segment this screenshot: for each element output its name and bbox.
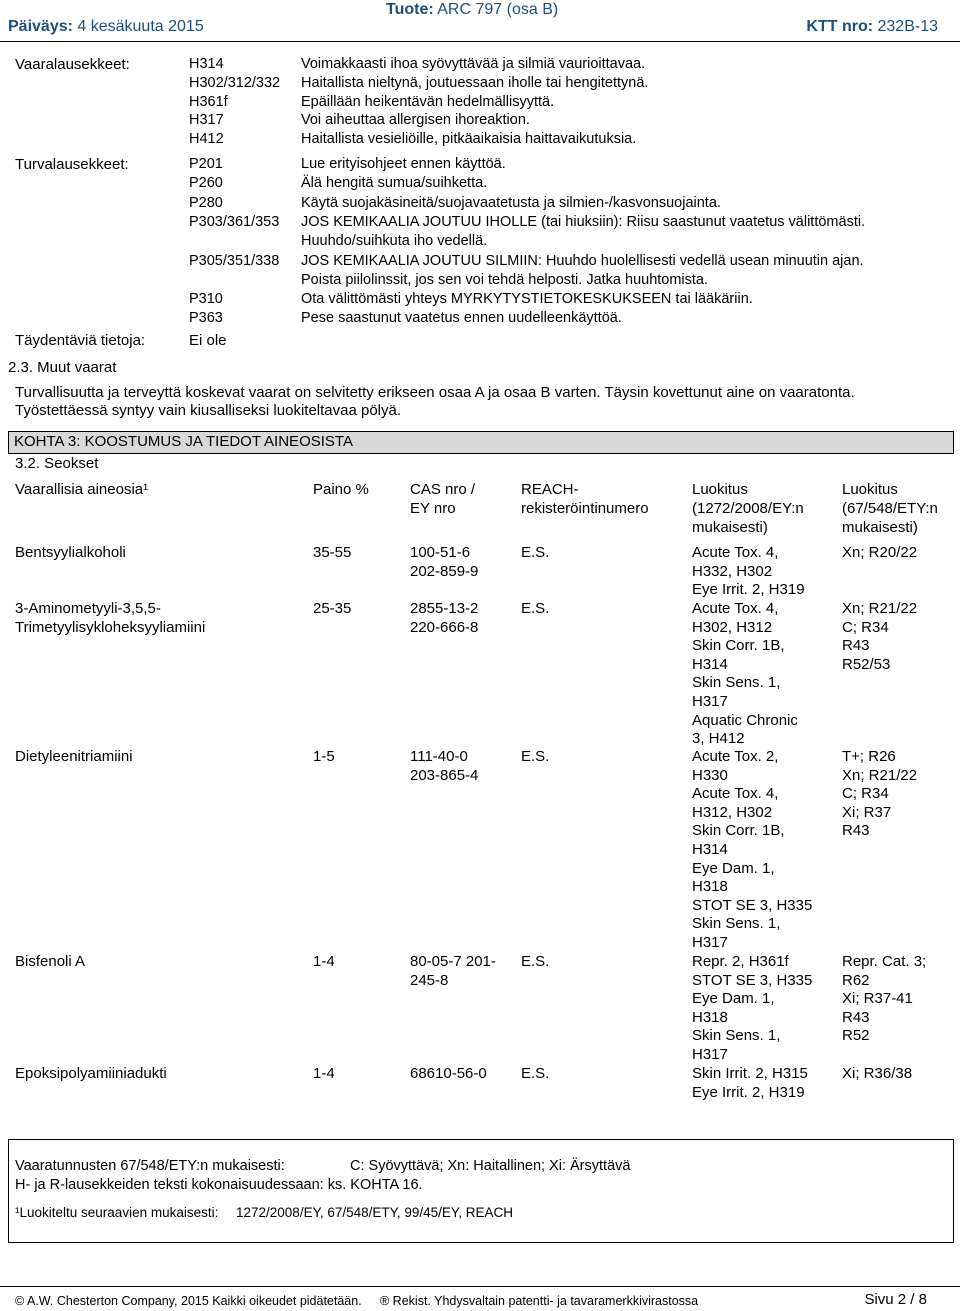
col-header-cas-line: CAS nro / <box>410 481 476 498</box>
cell-name-line: 3-Aminometyyli-3,5,5- <box>15 600 161 617</box>
ktt-line <box>806 18 938 36</box>
cell-reach: E.S. <box>521 748 550 765</box>
cell-dsd <box>842 748 917 841</box>
cell-weight: 25-35 <box>313 600 352 617</box>
cell-clp-line: Eye Irrit. 2, H319 <box>692 581 805 599</box>
cell-dsd-line: Repr. Cat. 3; <box>842 953 927 970</box>
cell-dsd-line: Xi; R37-41 <box>842 990 913 1008</box>
col-header-dsd-line: Luokitus <box>842 481 898 498</box>
precaution-text: Poista piilolinssit, jos sen voi tehdä helposti. Jatka huuhtomista. <box>301 271 709 288</box>
cell-dsd-line: R43 <box>842 822 870 840</box>
date-value: 4 kesäkuuta 2015 <box>77 18 204 35</box>
cell-clp <box>692 748 812 953</box>
hazard-text: Haitallista nieltynä, joutuessaan iholle tai hengitettynä. <box>301 74 649 91</box>
cell-cas <box>410 953 496 990</box>
precaution-code: P303/361/353 <box>189 213 280 230</box>
cell-dsd-line: Xn; R20/22 <box>842 544 918 561</box>
cell-name <box>15 544 126 563</box>
cell-dsd <box>842 600 917 674</box>
col-header-clp-line: mukaisesti) <box>692 518 768 536</box>
precaution-code: P310 <box>189 291 223 308</box>
cell-clp-line: H318 <box>692 878 728 896</box>
hazard-label: Vaaralausekkeet: <box>15 56 130 73</box>
symbols-label: Vaaratunnusten 67/548/ETY:n mukaisesti: <box>15 1158 285 1174</box>
cell-clp-line: Acute Tox. 4, <box>692 785 779 803</box>
precaution-text: JOS KEMIKAALIA JOUTUU SILMIIN: Huuhdo huolellisesti vedellä usean minuutin ajan. <box>301 252 864 269</box>
col-header-dsd-line: (67/548/ETY:n <box>842 499 938 517</box>
cell-reach: E.S. <box>521 1065 550 1082</box>
hazard-text: Epäillään heikentävän hedelmällisyyttä. <box>301 93 555 110</box>
cell-cas <box>410 1065 487 1084</box>
cell-cas-line: 245-8 <box>410 971 449 989</box>
precaution-text: Älä hengitä sumua/suihketta. <box>301 175 488 192</box>
cell-dsd <box>842 544 917 563</box>
date-line <box>8 18 204 36</box>
cell-cas-line: 100-51-6 <box>410 544 471 561</box>
cell-dsd-line: Xi; R37 <box>842 803 892 821</box>
col-header-cas <box>410 481 475 519</box>
cell-dsd-line: C; R34 <box>842 618 889 636</box>
precaution-text: JOS KEMIKAALIA JOUTUU IHOLLE (tai hiuksiin): Riisu saastunut vaatetus välittömästi. <box>301 213 866 230</box>
col-header-name: Vaarallisia aineosia¹ <box>15 481 149 498</box>
cell-clp-line: Eye Irrit. 2, H319 <box>692 1083 805 1101</box>
col-header-dsd-line: mukaisesti) <box>842 518 918 536</box>
cell-dsd <box>842 953 926 1046</box>
precaution-label: Turvalausekkeet: <box>15 156 129 173</box>
cell-name <box>15 953 85 972</box>
cell-clp-line: Skin Sens. 1, <box>692 1027 781 1045</box>
col-header-dsd <box>842 481 938 537</box>
other-hazards-line1: Turvallisuutta ja terveyttä koskevat vaarat on selvitetty erikseen osaa A ja osaa B varten. Täysin kovettunut aine on vaaratonta. <box>15 384 855 401</box>
cell-dsd-line: Xi; R36/38 <box>842 1065 913 1082</box>
cell-clp-line: H330 <box>692 766 728 784</box>
cell-name <box>15 600 205 637</box>
cell-name-line: Epoksipolyamiiniadukti <box>15 1065 167 1082</box>
cell-cas-line: 111-40-0 <box>410 748 468 765</box>
cell-clp-line: H317 <box>692 1045 728 1063</box>
col-header-clp-line: (1272/2008/EY:n <box>692 499 804 517</box>
cell-dsd-line: C; R34 <box>842 785 889 803</box>
precaution-code: P201 <box>189 156 223 172</box>
cell-weight: 35-55 <box>313 544 352 561</box>
cell-weight: 1-5 <box>313 748 335 765</box>
precaution-code: P260 <box>189 175 223 192</box>
hazard-code: H314 <box>189 56 224 72</box>
hazard-text: Haitallista vesieliöille, pitkäaikaisia haittavaikutuksia. <box>301 131 637 148</box>
cell-cas-line: 202-859-9 <box>410 562 479 580</box>
col-header-weight: Paino % <box>313 481 369 498</box>
precaution-text: Pese saastunut vaatetus ennen uudelleenkäyttöä. <box>301 310 622 327</box>
cell-reach: E.S. <box>521 953 550 970</box>
other-hazards-heading: 2.3. Muut vaarat <box>8 359 117 376</box>
precaution-code: P280 <box>189 194 223 211</box>
cell-clp-line: STOT SE 3, H335 <box>692 896 813 914</box>
cell-clp-line: STOT SE 3, H335 <box>692 971 813 989</box>
cell-clp-line: 3, H412 <box>692 730 745 748</box>
section3-subtitle: 3.2. Seokset <box>15 455 99 472</box>
cell-clp <box>692 1065 808 1102</box>
notes-box <box>8 1139 954 1243</box>
precaution-text: Käytä suojakäsineitä/suojavaatetusta ja silmien-/kasvonsuojainta. <box>301 194 721 211</box>
cell-cas-line: 80-05-7 201- <box>410 953 496 970</box>
product-label: Tuote: <box>386 1 434 18</box>
cell-dsd-line: R52/53 <box>842 655 891 673</box>
cell-cas <box>410 544 478 581</box>
cell-clp-line: Acute Tox. 4, <box>692 544 779 561</box>
cell-clp-line: Skin Irrit. 2, H315 <box>692 1065 808 1082</box>
other-hazards-line2: Työstettäessä syntyy vain kiusalliseksi luokiteltavaa pölyä. <box>15 402 402 419</box>
col-header-reach-line: REACH- <box>521 481 579 498</box>
cell-name-line: Trimetyylisykloheksyyliamiini <box>15 618 206 636</box>
section3-bar <box>8 431 954 454</box>
cell-clp-line: H302, H312 <box>692 618 773 636</box>
cell-clp-line: H314 <box>692 840 728 858</box>
cell-clp <box>692 600 798 749</box>
cell-clp-line: H317 <box>692 933 728 951</box>
cell-clp-line: H332, H302 <box>692 562 773 580</box>
date-label: Päiväys: <box>8 18 73 35</box>
cell-name <box>15 1065 167 1084</box>
footer-page: Sivu 2 / 8 <box>864 1291 927 1308</box>
section3-title: KOHTA 3: KOOSTUMUS JA TIEDOT AINEOSISTA <box>14 433 353 450</box>
symbols-value: C: Syövyttävä; Xn: Haitallinen; Xi: Ärsyttävä <box>350 1158 631 1174</box>
cell-weight: 1-4 <box>313 1065 335 1082</box>
hazard-code: H302/312/332 <box>189 74 281 91</box>
supplementary-label: Täydentäviä tietoja: <box>15 332 146 349</box>
cell-clp <box>692 953 812 1065</box>
cell-reach: E.S. <box>521 544 550 561</box>
col-header-clp-line: Luokitus <box>692 481 748 498</box>
hazard-code: H361f <box>189 93 228 110</box>
footer-divider <box>0 1286 960 1287</box>
col-header-reach-line: rekisteröintinumero <box>521 499 649 517</box>
col-header-cas-line: EY nro <box>410 499 456 517</box>
cell-name-line: Dietyleenitriamiini <box>15 748 133 765</box>
cell-clp-line: Skin Corr. 1B, <box>692 822 785 840</box>
cell-cas-line: 220-666-8 <box>410 618 479 636</box>
cell-cas <box>410 600 478 637</box>
cell-cas-line: 68610-56-0 <box>410 1065 487 1082</box>
cell-dsd <box>842 1065 912 1084</box>
product-value: ARC 797 (osa B) <box>437 1 559 18</box>
cell-dsd-line: R52 <box>842 1027 870 1045</box>
header-divider <box>0 41 960 42</box>
supplementary-value: Ei ole <box>189 332 227 349</box>
ktt-label: KTT nro: <box>806 18 874 35</box>
cell-dsd-line: T+; R26 <box>842 748 896 765</box>
precaution-text: Huuhdo/suihkuta iho vedellä. <box>301 233 488 250</box>
col-header-reach <box>521 481 649 519</box>
cell-clp-line: Skin Corr. 1B, <box>692 637 785 655</box>
cell-name <box>15 748 133 767</box>
product-line <box>386 1 558 19</box>
cell-reach: E.S. <box>521 600 550 617</box>
hazard-code: H317 <box>189 112 224 129</box>
footnote-value: 1272/2008/EY, 67/548/ETY, 99/45/EY, REACH <box>236 1205 513 1220</box>
cell-clp-line: Acute Tox. 2, <box>692 748 779 765</box>
full-text-note: H- ja R-lausekkeiden teksti kokonaisuudessaan: ks. KOHTA 16. <box>15 1177 423 1193</box>
cell-clp-line: Skin Sens. 1, <box>692 915 781 933</box>
cell-dsd-line: Xn; R21/22 <box>842 766 918 784</box>
precaution-code: P363 <box>189 310 223 327</box>
cell-clp <box>692 544 805 600</box>
cell-name-line: Bisfenoli A <box>15 953 86 970</box>
cell-cas-line: 203-865-4 <box>410 766 479 784</box>
cell-dsd-line: R43 <box>842 637 870 655</box>
cell-clp-line: Aquatic Chronic <box>692 711 798 729</box>
cell-weight: 1-4 <box>313 953 335 970</box>
col-header-clp <box>692 481 804 537</box>
precaution-code: P305/351/338 <box>189 252 280 269</box>
precaution-text: Ota välittömästi yhteys MYRKYTYSTIETOKESKUKSEEN tai lääkäriin. <box>301 291 753 308</box>
cell-clp-line: Acute Tox. 4, <box>692 600 779 617</box>
cell-dsd-line: R62 <box>842 971 870 989</box>
hazard-text: Voimakkaasti ihoa syövyttävää ja silmiä vaurioittavaa. <box>301 56 646 72</box>
hazard-code: H412 <box>189 131 224 148</box>
cell-clp-line: H317 <box>692 692 728 710</box>
cell-clp-line: Eye Dam. 1, <box>692 859 775 877</box>
cell-clp-line: Repr. 2, H361f <box>692 953 789 970</box>
footer-copyright: © A.W. Chesterton Company, 2015 Kaikki oikeudet pidätetään. <box>15 1294 362 1308</box>
cell-cas-line: 2855-13-2 <box>410 600 479 617</box>
precaution-text: Lue erityisohjeet ennen käyttöä. <box>301 156 506 172</box>
cell-clp-line: Eye Dam. 1, <box>692 990 775 1008</box>
cell-clp-line: H318 <box>692 1008 728 1026</box>
cell-name-line: Bentsyylialkoholi <box>15 544 126 561</box>
cell-clp-line: Skin Sens. 1, <box>692 674 781 692</box>
cell-cas <box>410 748 478 785</box>
hazard-text: Voi aiheuttaa allergisen ihoreaktion. <box>301 112 530 129</box>
footer-trademark: ® Rekist. Yhdysvaltain patentti- ja tavaramerkkivirastossa <box>380 1294 699 1308</box>
ktt-value: 232B-13 <box>877 18 938 35</box>
cell-dsd-line: R43 <box>842 1008 870 1026</box>
cell-clp-line: H312, H302 <box>692 803 773 821</box>
cell-dsd-line: Xn; R21/22 <box>842 600 918 617</box>
footnote-label: ¹Luokiteltu seuraavien mukaisesti: <box>15 1205 219 1220</box>
cell-clp-line: H314 <box>692 655 728 673</box>
